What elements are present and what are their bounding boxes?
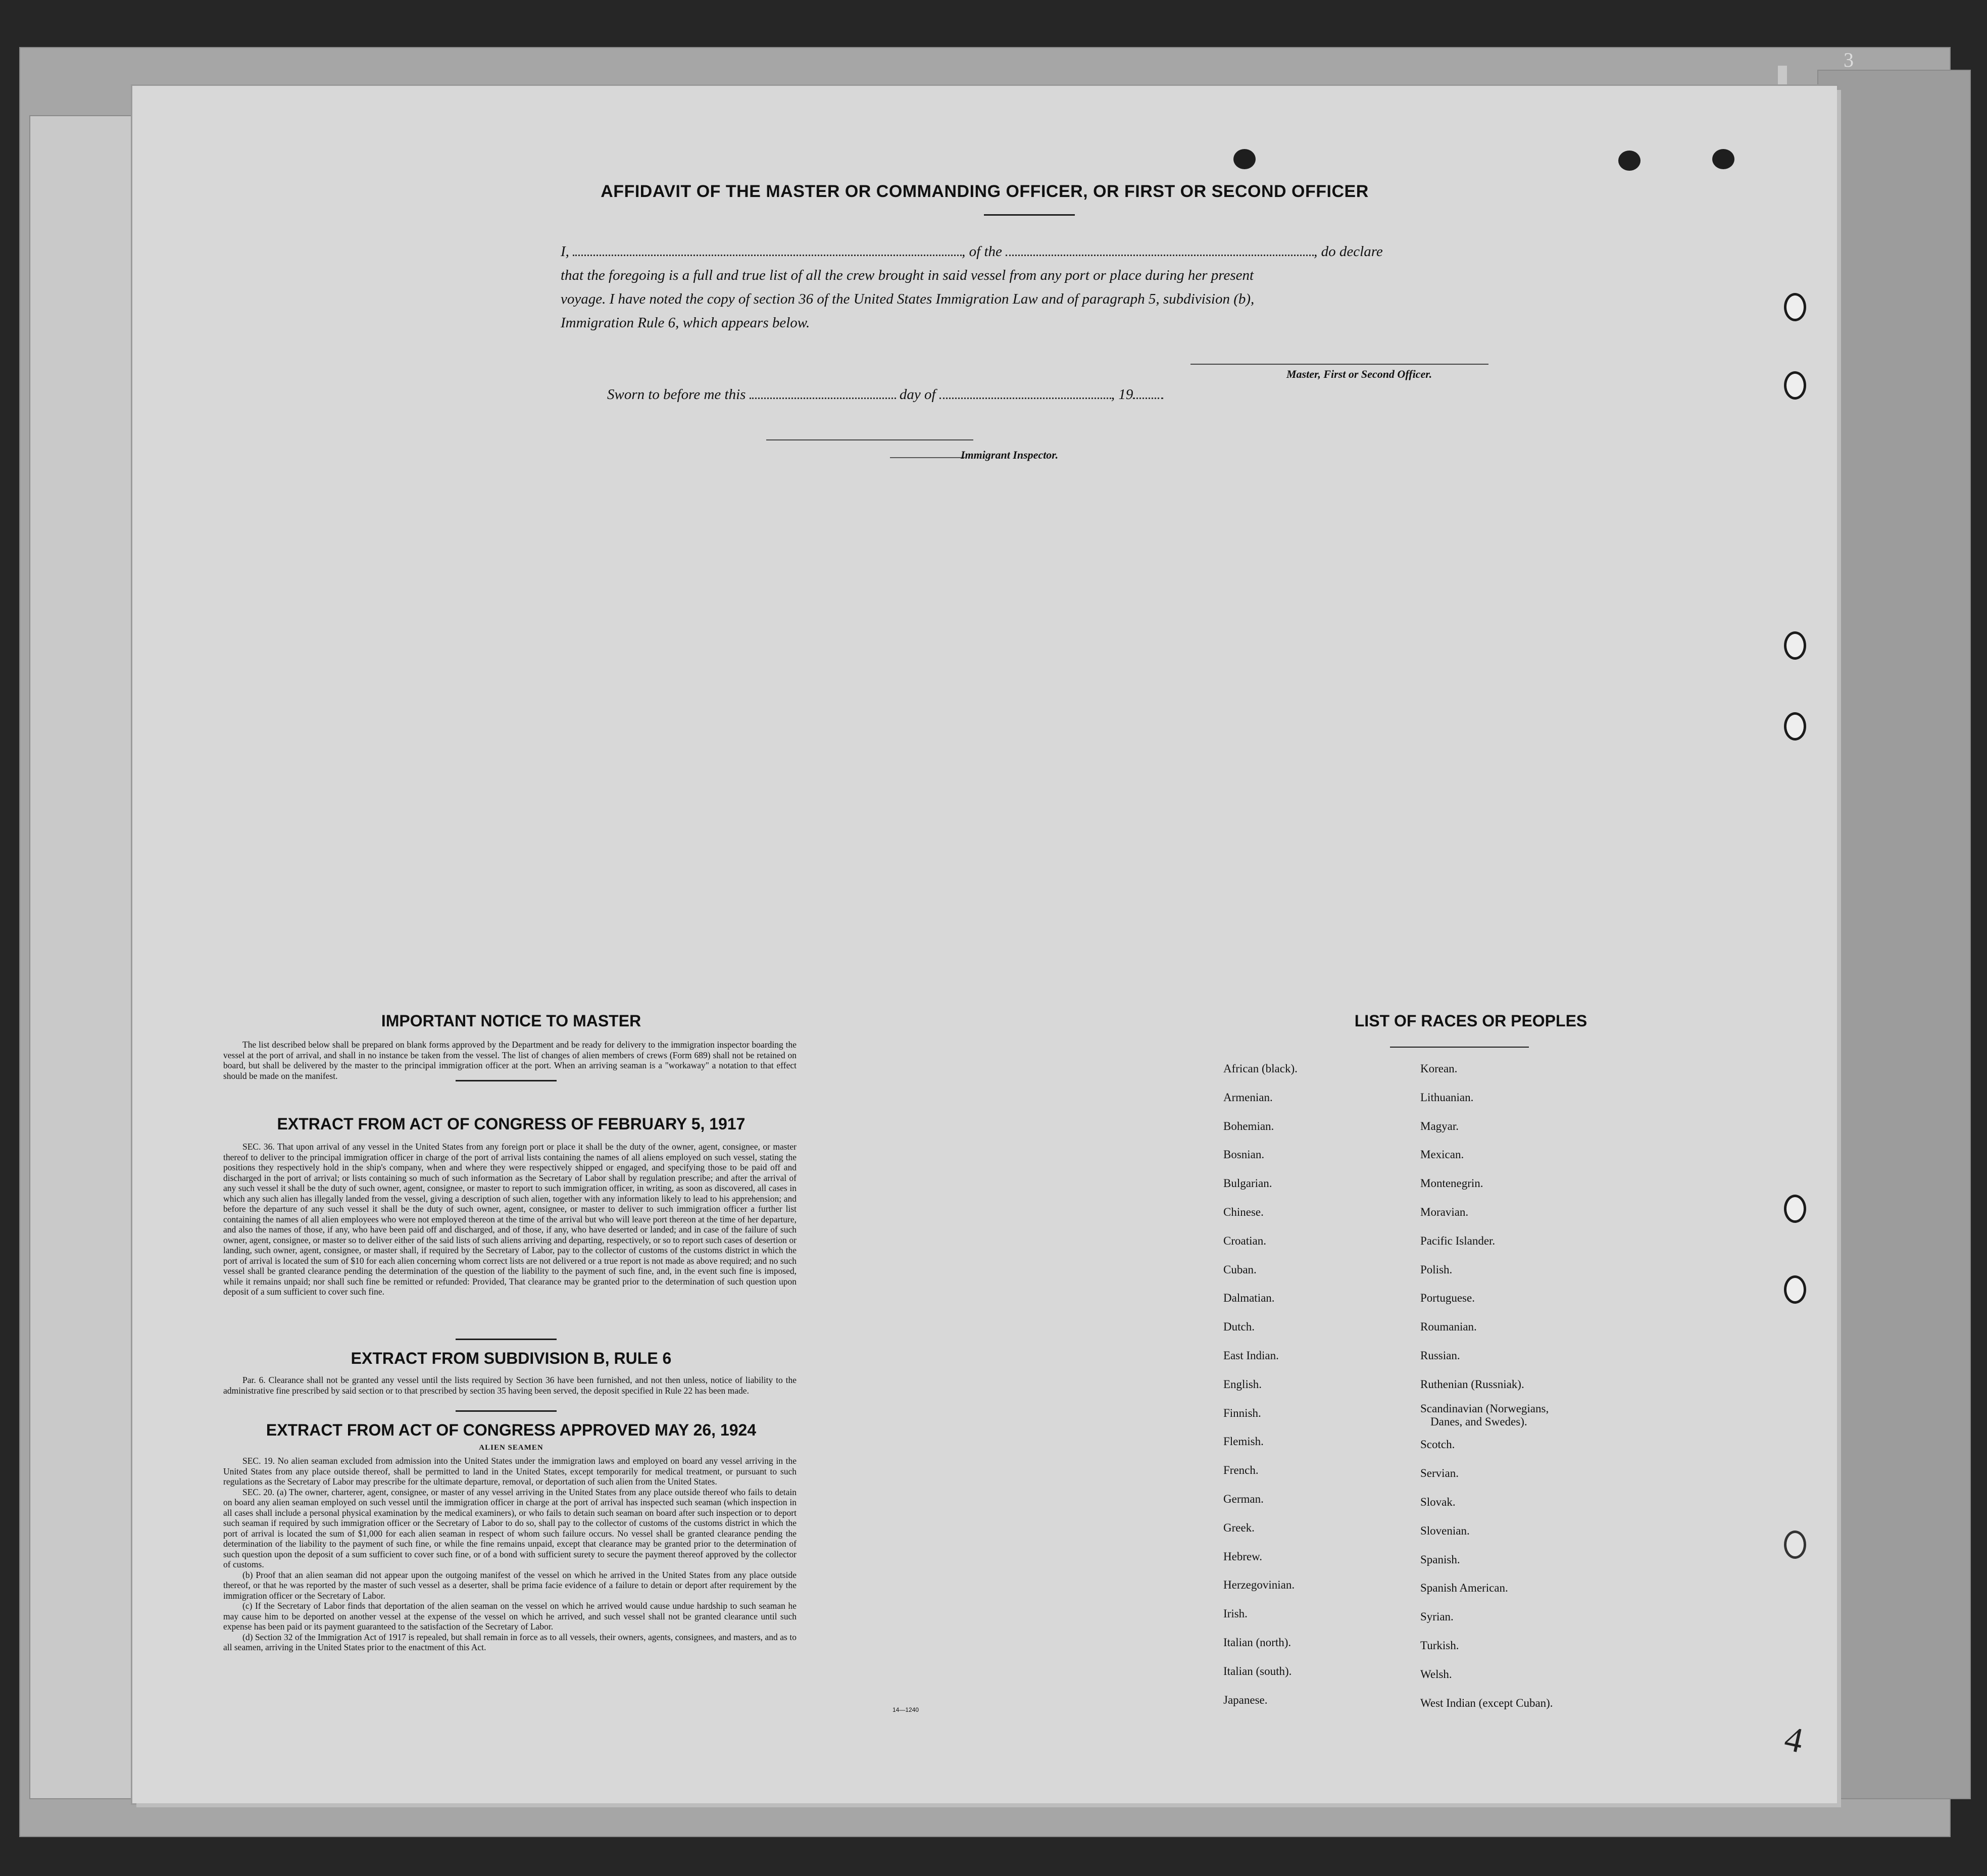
race-item: Magyar.	[1420, 1119, 1459, 1132]
race-item: West Indian (except Cuban).	[1420, 1696, 1553, 1709]
race-item: Japanese.	[1223, 1693, 1268, 1706]
binding-hole-3	[1712, 149, 1734, 169]
extract-1917-body	[223, 1142, 797, 1297]
race-item: Armenian.	[1223, 1091, 1273, 1104]
master-signature-caption: Master, First or Second Officer.	[1286, 368, 1432, 380]
binder-hole-7	[1784, 1531, 1806, 1559]
sworn-prefix: Sworn to before me this	[607, 386, 746, 403]
race-item: Croatian.	[1223, 1234, 1266, 1247]
form-number: 14—1240	[892, 1706, 919, 1713]
extract-1917-paragraph: SEC. 36. That upon arrival of any vessel in the United States from any foreign port or place it shall be the duty of the owner, agent, consignee, or master thereof to deliver to the principal immigration officer in charge of the port of arrival lists containing the names of all aliens employed on such vessel, stating the positions they respectively hold in the ship's company, when and where they were respectively shipped or engaged, and specifying those to be paid off and discharged in the port of arrival; or lists containing so much of such information as the Secretary of Labor shall by regulation prescribe; and after the arrival of any such vessel it shall be the duty of such owner, agent, consignee, or master to report to such immigration officer, in writing, as soon as discovered, all cases in which any such alien has illegally landed from the vessel, giving a description of such alien, together with any information likely to lead to his apprehension; and before the departure of any such vessel it shall be the duty of such owner, agent, consignee, or master to deliver to such immigration officer a further list containing the names of all alien employees who were not employed thereon at the time of the arrival but who will leave port thereon at the time of her departure, and also the names of those, if any, who have been paid off and discharged, and of those, if any, who have deserted or landed; and in case of the failure of such owner, agent, consignee, or master so to deliver either of the said lists of such aliens arriving and departing, respectively, or so to report such cases of desertion or landing, such owner, agent, consignee, or master shall, if required by the Secretary of Labor, pay to the collector of customs of the customs district in which the port of arrival is located the sum of $10 for each alien concerning whom correct lists are not delivered or a true report is not made as above required; and no such vessel shall be granted clearance pending the determination of the question of the liability to the payment of such fine, and, in the event such fine is imposed, while it remains unpaid; nor shall such fine be remitted or refunded: Provided, That clearance may be granted prior to the determination of such question upon deposit of a sum sufficient to cover such fine.	[223, 1142, 797, 1297]
race-item: Dutch.	[1223, 1320, 1255, 1334]
master-signature-line[interactable]	[1190, 364, 1488, 365]
notice-title: IMPORTANT NOTICE TO MASTER	[381, 1012, 641, 1030]
extract-1924-sec20a: SEC. 20. (a) The owner, charterer, agent, consignee, or master of any vessel arriving in the United States from any place outside thereof who fails to detain on board any alien seaman employed on such vessel until the immigration officer in charge at the port of arrival has inspected such seaman (which inspection in all cases shall include a personal physical examination by the medical examiners), or who fails to detain such seaman on board after such inspection or to deport such seaman if required by such immigration officer or the Secretary of Labor to do so, shall pay to the collector of customs of the customs district in which the port of arrival is located the sum of $1,000 for each alien seaman in respect of whom such failure occurs. No vessel shall be granted clearance pending the determination of the liability to the payment of such fine, or while the fine remains unpaid, except that clearance may be granted prior to the determination of such question upon the deposit of a sum sufficient to cover such fine, or of a bond with sufficient surety to secure the payment thereof approved by the collector of customs.	[223, 1487, 797, 1569]
inspector-signature-line[interactable]	[766, 439, 973, 440]
notice-paragraph: The list described below shall be prepared on blank forms approved by the Department and be ready for delivery to the immigration inspector boarding the vessel at the port of arrival, and shall in no instance be taken from the vessel. The list of changes of alien members of crews (Form 689) shall not be retained on board, but shall be delivered by the master to the principal immigration officer at the port. When an arriving seaman is a "workaway" a notation to that effect should be made on the manifest.	[223, 1040, 797, 1081]
race-item: Hebrew.	[1223, 1550, 1263, 1563]
corner-number: 3	[1844, 48, 1854, 71]
sworn-day-of: day of	[899, 386, 936, 403]
divider-2	[456, 1339, 557, 1340]
affidavit-text	[561, 240, 1647, 335]
race-item: Servian.	[1420, 1467, 1459, 1480]
extract-1924-body	[223, 1456, 797, 1653]
race-item: Dalmatian.	[1223, 1292, 1275, 1305]
race-scandinavian-cont: Danes, and Swedes).	[1430, 1415, 1527, 1428]
race-item: Spanish.	[1420, 1553, 1460, 1566]
race-item: Portuguese.	[1420, 1292, 1475, 1305]
races-left-column	[1223, 1055, 1298, 1714]
affidavit-title-rule	[984, 214, 1075, 216]
race-item: Bulgarian.	[1223, 1177, 1272, 1190]
binder-hole-2	[1784, 371, 1806, 400]
binding-hole-2	[1618, 151, 1641, 171]
extract-1917-title: EXTRACT FROM ACT OF CONGRESS OF FEBRUARY 5, 1917	[277, 1115, 746, 1133]
binding-hole-1	[1233, 149, 1256, 169]
sworn-year-blank[interactable]	[1133, 398, 1163, 399]
pencil-mark: 4	[1781, 1719, 1807, 1761]
affidavit-line-4: Immigration Rule 6, which appears below.	[561, 315, 810, 331]
race-item: Italian (south).	[1223, 1664, 1292, 1677]
binder-hole-5	[1784, 1195, 1806, 1223]
divider-1	[456, 1080, 557, 1081]
race-item: Slovenian.	[1420, 1524, 1470, 1537]
race-item: Syrian.	[1420, 1610, 1454, 1623]
race-item: Finnish.	[1223, 1406, 1261, 1419]
form-sheet	[132, 86, 1837, 1803]
race-item: Polish.	[1420, 1263, 1453, 1276]
race-item: Bosnian.	[1223, 1148, 1265, 1161]
race-item: Ruthenian (Russniak).	[1420, 1377, 1524, 1391]
race-item: Russian.	[1420, 1349, 1460, 1362]
race-item: Mexican.	[1420, 1148, 1464, 1161]
sworn-month-blank[interactable]	[939, 398, 1111, 399]
underlying-page-right	[1818, 71, 1970, 1798]
race-item: Pacific Islander.	[1420, 1234, 1496, 1247]
vessel-name-blank[interactable]	[1006, 255, 1314, 256]
race-item: French.	[1223, 1464, 1259, 1477]
divider-3	[456, 1410, 557, 1412]
race-item: Irish.	[1223, 1607, 1248, 1620]
race-item: Bohemian.	[1223, 1119, 1274, 1132]
race-item: Welsh.	[1420, 1667, 1452, 1681]
race-item: Chinese.	[1223, 1205, 1264, 1218]
inspector-dots	[890, 457, 965, 458]
race-item: Lithuanian.	[1420, 1091, 1474, 1104]
race-item: Slovak.	[1420, 1495, 1456, 1508]
sworn-year: , 19	[1111, 386, 1133, 403]
races-title-rule	[1390, 1047, 1529, 1048]
race-item: Cuban.	[1223, 1263, 1257, 1276]
binder-hole-3	[1784, 631, 1806, 660]
extract-1924-title: EXTRACT FROM ACT OF CONGRESS APPROVED MAY 26, 1924	[266, 1421, 757, 1439]
race-item: German.	[1223, 1492, 1264, 1505]
race-item	[1420, 1399, 1553, 1431]
extract-rule6-body	[223, 1375, 797, 1396]
affidavit-line-2: that the foregoing is a full and true list of all the crew brought in said vessel from any port or place during her present	[561, 267, 1254, 283]
affidavit-title: AFFIDAVIT OF THE MASTER OR COMMANDING OFFICER, OR FIRST OR SECOND OFFICER	[601, 182, 1369, 201]
race-item: Herzegovinian.	[1223, 1578, 1295, 1592]
race-item: African (black).	[1223, 1062, 1298, 1075]
race-item: Moravian.	[1420, 1205, 1469, 1218]
notice-body	[223, 1040, 797, 1081]
affidavit-of-the: , of the	[962, 243, 1002, 260]
race-item: Flemish.	[1223, 1435, 1264, 1448]
extract-1924-sec20b: (b) Proof that an alien seaman did not appear upon the outgoing manifest of the vessel on which he arrived in the United States from any place outside thereof, or that he was reported by the master of such vessel as a deserter, shall be prima facie evidence of a failure to detain or deport after requirement by the immigration officer or the Secretary of Labor.	[223, 1569, 797, 1601]
binder-hole-6	[1784, 1275, 1806, 1304]
race-item: Italian (north).	[1223, 1636, 1291, 1649]
race-item: Greek.	[1223, 1521, 1255, 1534]
inspector-caption: Immigrant Inspector.	[961, 449, 1059, 461]
race-scandinavian: Scandinavian (Norwegians,	[1420, 1402, 1549, 1415]
affidavit-line-3: voyage. I have noted the copy of section 36 of the United States Immigration Law and of paragraph 5, subdivision (b),	[561, 291, 1255, 307]
affidavit-declare: , do declare	[1314, 243, 1383, 260]
race-item: Spanish American.	[1420, 1582, 1508, 1595]
races-right-column	[1420, 1055, 1553, 1717]
affidavit-i: I,	[561, 243, 569, 260]
binder-hole-1	[1784, 293, 1806, 321]
extract-rule6-paragraph: Par. 6. Clearance shall not be granted any vessel until the lists required by Section 36 have been furnished, and not then unless, notice of liability to the administrative fine prescribed by said section or to that prescribed by section 35 having been served, the deposit specified in Rule 22 has been made.	[223, 1375, 797, 1396]
extract-1924-sec20d: (d) Section 32 of the Immigration Act of 1917 is repealed, but shall remain in force as to all vessels, their owners, agents, consignees, and masters, and as to all seamen, arriving in the United States prior to the enactment of this Act.	[223, 1632, 797, 1652]
sworn-line	[607, 386, 1163, 403]
sworn-date-blank[interactable]	[750, 398, 896, 399]
race-item: Korean.	[1420, 1062, 1458, 1075]
race-item: English.	[1223, 1377, 1262, 1391]
binder-hole-4	[1784, 712, 1806, 740]
master-name-blank[interactable]	[573, 255, 962, 256]
race-item: Montenegrin.	[1420, 1177, 1483, 1190]
race-item: Turkish.	[1420, 1639, 1459, 1652]
race-item: East Indian.	[1223, 1349, 1279, 1362]
race-item: Scotch.	[1420, 1438, 1455, 1451]
extract-1924-sec20c: (c) If the Secretary of Labor finds that deportation of the alien seaman on the vessel on which he arrived would cause undue hardship to such seaman he may cause him to be deported on another vessel at the expense of the vessel on which he arrived, and such vessel shall not be granted clearance until such expense has been paid or its payment guaranteed to the satisfaction of the Secretary of Labor.	[223, 1601, 797, 1632]
race-item: Roumanian.	[1420, 1320, 1477, 1334]
extract-rule6-title: EXTRACT FROM SUBDIVISION B, RULE 6	[351, 1349, 672, 1367]
races-title: LIST OF RACES OR PEOPLES	[1354, 1012, 1587, 1030]
extract-1924-subtitle: ALIEN SEAMEN	[479, 1444, 543, 1452]
extract-1924-sec19: SEC. 19. No alien seaman excluded from admission into the United States under the immigration laws and employed on board any vessel arriving in the United States from any place outside thereof, shall be permitted to land in the United States, except temporarily for medical treatment, or pursuant to such regulations as the Secretary of Labor may prescribe for the ultimate departure, removal, or deportation of such alien from the United States.	[223, 1456, 797, 1487]
